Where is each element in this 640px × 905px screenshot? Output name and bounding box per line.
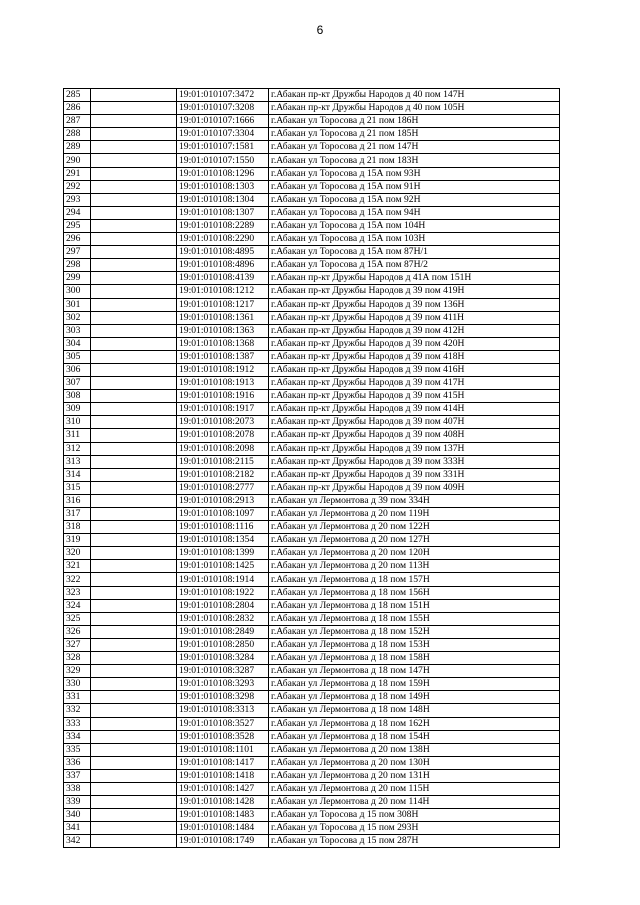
table-row <box>64 835 560 848</box>
empty-cell <box>91 560 177 573</box>
address-cell: г.Абакан пр-кт Дружбы Народов д 39 пом 412Н <box>269 324 560 337</box>
address-cell: г.Абакан пр-кт Дружбы Народов д 39 пом 331Н <box>269 468 560 481</box>
empty-cell <box>91 730 177 743</box>
table-row <box>64 534 560 547</box>
table-row <box>64 390 560 403</box>
table-row <box>64 717 560 730</box>
address-cell: г.Абакан ул Лермонтова д 18 пом 159Н <box>269 678 560 691</box>
address-cell: г.Абакан пр-кт Дружбы Народов д 39 пом 333Н <box>269 455 560 468</box>
row-number-cell: 309 <box>64 403 91 416</box>
address-cell: г.Абакан пр-кт Дружбы Народов д 39 пом 408Н <box>269 429 560 442</box>
row-number-cell: 312 <box>64 442 91 455</box>
row-number-cell: 286 <box>64 102 91 115</box>
address-cell: г.Абакан ул Торосова д 21 пом 185Н <box>269 128 560 141</box>
address-cell: г.Абакан ул Торосова д 15А пом 93Н <box>269 167 560 180</box>
address-cell: г.Абакан ул Лермонтова д 20 пом 119Н <box>269 508 560 521</box>
empty-cell <box>91 416 177 429</box>
empty-cell <box>91 521 177 534</box>
empty-cell <box>91 612 177 625</box>
empty-cell <box>91 272 177 285</box>
row-number-cell: 336 <box>64 756 91 769</box>
page-number: 6 <box>316 23 324 37</box>
address-cell: г.Абакан пр-кт Дружбы Народов д 39 пом 137Н <box>269 442 560 455</box>
table-row <box>64 743 560 756</box>
row-number-cell: 310 <box>64 416 91 429</box>
address-cell: г.Абакан ул Торосова д 15А пом 92Н <box>269 193 560 206</box>
cadastral-number-cell: 19:01:010108:1916 <box>177 390 269 403</box>
table-row <box>64 115 560 128</box>
row-number-cell: 311 <box>64 429 91 442</box>
cadastral-number-cell: 19:01:010108:1922 <box>177 586 269 599</box>
table-row <box>64 586 560 599</box>
empty-cell <box>91 128 177 141</box>
row-number-cell: 288 <box>64 128 91 141</box>
table-row <box>64 494 560 507</box>
address-cell: г.Абакан ул Лермонтова д 18 пом 153Н <box>269 638 560 651</box>
empty-cell <box>91 743 177 756</box>
empty-cell <box>91 442 177 455</box>
table-row <box>64 481 560 494</box>
cadastral-number-cell: 19:01:010108:3293 <box>177 678 269 691</box>
table-row <box>64 468 560 481</box>
row-number-cell: 318 <box>64 521 91 534</box>
cadastral-number-cell: 19:01:010107:3304 <box>177 128 269 141</box>
address-cell: г.Абакан пр-кт Дружбы Народов д 40 пом 147Н <box>269 89 560 102</box>
row-number-cell: 313 <box>64 455 91 468</box>
row-number-cell: 328 <box>64 652 91 665</box>
address-cell: г.Абакан пр-кт Дружбы Народов д 39 пом 409Н <box>269 481 560 494</box>
empty-cell <box>91 219 177 232</box>
address-cell: г.Абакан ул Лермонтова д 18 пом 151Н <box>269 599 560 612</box>
row-number-cell: 294 <box>64 206 91 219</box>
table-row <box>64 652 560 665</box>
cadastral-number-cell: 19:01:010108:2182 <box>177 468 269 481</box>
empty-cell <box>91 298 177 311</box>
cadastral-number-cell: 19:01:010107:1550 <box>177 154 269 167</box>
address-cell: г.Абакан пр-кт Дружбы Народов д 39 пом 416Н <box>269 363 560 376</box>
address-cell: г.Абакан пр-кт Дружбы Народов д 41А пом 151Н <box>269 272 560 285</box>
row-number-cell: 295 <box>64 219 91 232</box>
cadastral-number-cell: 19:01:010108:1913 <box>177 377 269 390</box>
table-row <box>64 521 560 534</box>
address-cell: г.Абакан ул Лермонтова д 20 пом 115Н <box>269 782 560 795</box>
empty-cell <box>91 390 177 403</box>
empty-cell <box>91 652 177 665</box>
empty-cell <box>91 678 177 691</box>
empty-cell <box>91 311 177 324</box>
table-row <box>64 324 560 337</box>
empty-cell <box>91 809 177 822</box>
cadastral-number-cell: 19:01:010108:3284 <box>177 652 269 665</box>
address-cell: г.Абакан ул Торосова д 15А пом 104Н <box>269 219 560 232</box>
cadastral-number-cell: 19:01:010108:1354 <box>177 534 269 547</box>
table-row <box>64 678 560 691</box>
cadastral-number-cell: 19:01:010108:1217 <box>177 298 269 311</box>
row-number-cell: 289 <box>64 141 91 154</box>
cadastral-number-cell: 19:01:010108:2115 <box>177 455 269 468</box>
table-row <box>64 403 560 416</box>
table-row <box>64 547 560 560</box>
empty-cell <box>91 782 177 795</box>
address-cell: г.Абакан пр-кт Дружбы Народов д 39 пом 407Н <box>269 416 560 429</box>
registry-body <box>64 89 560 848</box>
address-cell: г.Абакан пр-кт Дружбы Народов д 39 пом 420Н <box>269 337 560 350</box>
address-cell: г.Абакан ул Торосова д 15А пом 87Н/1 <box>269 246 560 259</box>
empty-cell <box>91 167 177 180</box>
table-row <box>64 769 560 782</box>
cadastral-number-cell: 19:01:010108:1307 <box>177 206 269 219</box>
empty-cell <box>91 350 177 363</box>
address-cell: г.Абакан ул Лермонтова д 20 пом 130Н <box>269 756 560 769</box>
empty-cell <box>91 206 177 219</box>
row-number-cell: 290 <box>64 154 91 167</box>
address-cell: г.Абакан ул Торосова д 15 пом 308Н <box>269 809 560 822</box>
empty-cell <box>91 246 177 259</box>
table-row <box>64 377 560 390</box>
address-cell: г.Абакан ул Торосова д 15А пом 103Н <box>269 233 560 246</box>
address-cell: г.Абакан ул Лермонтова д 20 пом 120Н <box>269 547 560 560</box>
row-number-cell: 338 <box>64 782 91 795</box>
empty-cell <box>91 115 177 128</box>
empty-cell <box>91 233 177 246</box>
table-row <box>64 141 560 154</box>
row-number-cell: 287 <box>64 115 91 128</box>
cadastral-number-cell: 19:01:010108:1428 <box>177 796 269 809</box>
table-row <box>64 337 560 350</box>
cadastral-number-cell: 19:01:010108:1427 <box>177 782 269 795</box>
row-number-cell: 296 <box>64 233 91 246</box>
row-number-cell: 298 <box>64 259 91 272</box>
row-number-cell: 314 <box>64 468 91 481</box>
cadastral-number-cell: 19:01:010108:2804 <box>177 599 269 612</box>
cadastral-number-cell: 19:01:010108:1749 <box>177 835 269 848</box>
table-row <box>64 612 560 625</box>
cadastral-number-cell: 19:01:010108:2777 <box>177 481 269 494</box>
table-row <box>64 233 560 246</box>
table-row <box>64 796 560 809</box>
address-cell: г.Абакан ул Торосова д 15 пом 293Н <box>269 822 560 835</box>
row-number-cell: 302 <box>64 311 91 324</box>
address-cell: г.Абакан пр-кт Дружбы Народов д 39 пом 419Н <box>269 285 560 298</box>
table-row <box>64 154 560 167</box>
address-cell: г.Абакан ул Лермонтова д 18 пом 158Н <box>269 652 560 665</box>
table-row <box>64 285 560 298</box>
table-row <box>64 625 560 638</box>
table-row <box>64 350 560 363</box>
table-row <box>64 246 560 259</box>
row-number-cell: 297 <box>64 246 91 259</box>
table-row <box>64 782 560 795</box>
row-number-cell: 339 <box>64 796 91 809</box>
cadastral-number-cell: 19:01:010108:3287 <box>177 665 269 678</box>
empty-cell <box>91 455 177 468</box>
empty-cell <box>91 835 177 848</box>
empty-cell <box>91 154 177 167</box>
empty-cell <box>91 691 177 704</box>
table-row <box>64 259 560 272</box>
table-row <box>64 822 560 835</box>
table-row <box>64 89 560 102</box>
row-number-cell: 342 <box>64 835 91 848</box>
cadastral-number-cell: 19:01:010108:3298 <box>177 691 269 704</box>
table-row <box>64 219 560 232</box>
table-row <box>64 508 560 521</box>
empty-cell <box>91 89 177 102</box>
empty-cell <box>91 363 177 376</box>
address-cell: г.Абакан ул Лермонтова д 39 пом 334Н <box>269 494 560 507</box>
row-number-cell: 337 <box>64 769 91 782</box>
cadastral-number-cell: 19:01:010108:3527 <box>177 717 269 730</box>
table-row <box>64 193 560 206</box>
address-cell: г.Абакан ул Лермонтова д 18 пом 148Н <box>269 704 560 717</box>
address-cell: г.Абакан ул Лермонтова д 18 пом 154Н <box>269 730 560 743</box>
row-number-cell: 330 <box>64 678 91 691</box>
address-cell: г.Абакан ул Лермонтова д 18 пом 149Н <box>269 691 560 704</box>
cadastral-number-cell: 19:01:010107:3208 <box>177 102 269 115</box>
cadastral-number-cell: 19:01:010108:1387 <box>177 350 269 363</box>
cadastral-number-cell: 19:01:010108:3528 <box>177 730 269 743</box>
cadastral-number-cell: 19:01:010108:2289 <box>177 219 269 232</box>
table-row <box>64 704 560 717</box>
table-row <box>64 455 560 468</box>
table-row <box>64 298 560 311</box>
row-number-cell: 316 <box>64 494 91 507</box>
empty-cell <box>91 494 177 507</box>
row-number-cell: 307 <box>64 377 91 390</box>
empty-cell <box>91 508 177 521</box>
empty-cell <box>91 468 177 481</box>
row-number-cell: 329 <box>64 665 91 678</box>
address-cell: г.Абакан ул Лермонтова д 18 пом 152Н <box>269 625 560 638</box>
empty-cell <box>91 193 177 206</box>
empty-cell <box>91 717 177 730</box>
table-row <box>64 128 560 141</box>
row-number-cell: 320 <box>64 547 91 560</box>
empty-cell <box>91 665 177 678</box>
address-cell: г.Абакан ул Торосова д 15 пом 287Н <box>269 835 560 848</box>
cadastral-number-cell: 19:01:010107:1666 <box>177 115 269 128</box>
cadastral-number-cell: 19:01:010107:1581 <box>177 141 269 154</box>
cadastral-number-cell: 19:01:010108:1917 <box>177 403 269 416</box>
address-cell: г.Абакан пр-кт Дружбы Народов д 39 пом 417Н <box>269 377 560 390</box>
table-row <box>64 311 560 324</box>
address-cell: г.Абакан ул Торосова д 15А пом 87Н/2 <box>269 259 560 272</box>
empty-cell <box>91 625 177 638</box>
row-number-cell: 325 <box>64 612 91 625</box>
cadastral-number-cell: 19:01:010108:1912 <box>177 363 269 376</box>
row-number-cell: 333 <box>64 717 91 730</box>
address-cell: г.Абакан ул Лермонтова д 20 пом 113Н <box>269 560 560 573</box>
empty-cell <box>91 599 177 612</box>
table-row <box>64 180 560 193</box>
address-cell: г.Абакан пр-кт Дружбы Народов д 39 пом 418Н <box>269 350 560 363</box>
empty-cell <box>91 534 177 547</box>
address-cell: г.Абакан пр-кт Дружбы Народов д 39 пом 136Н <box>269 298 560 311</box>
cadastral-number-cell: 19:01:010108:1417 <box>177 756 269 769</box>
row-number-cell: 285 <box>64 89 91 102</box>
row-number-cell: 331 <box>64 691 91 704</box>
row-number-cell: 332 <box>64 704 91 717</box>
empty-cell <box>91 180 177 193</box>
empty-cell <box>91 285 177 298</box>
cadastral-number-cell: 19:01:010108:4139 <box>177 272 269 285</box>
table-row <box>64 560 560 573</box>
row-number-cell: 319 <box>64 534 91 547</box>
empty-cell <box>91 337 177 350</box>
address-cell: г.Абакан ул Торосова д 15А пом 91Н <box>269 180 560 193</box>
address-cell: г.Абакан пр-кт Дружбы Народов д 39 пом 414Н <box>269 403 560 416</box>
table-row <box>64 272 560 285</box>
table-row <box>64 206 560 219</box>
cadastral-number-cell: 19:01:010108:1361 <box>177 311 269 324</box>
row-number-cell: 291 <box>64 167 91 180</box>
row-number-cell: 300 <box>64 285 91 298</box>
empty-cell <box>91 547 177 560</box>
table-row <box>64 416 560 429</box>
cadastral-number-cell: 19:01:010108:4896 <box>177 259 269 272</box>
empty-cell <box>91 377 177 390</box>
cadastral-number-cell: 19:01:010108:2832 <box>177 612 269 625</box>
cadastral-number-cell: 19:01:010108:1304 <box>177 193 269 206</box>
table-row <box>64 363 560 376</box>
cadastral-number-cell: 19:01:010108:1363 <box>177 324 269 337</box>
row-number-cell: 323 <box>64 586 91 599</box>
empty-cell <box>91 141 177 154</box>
empty-cell <box>91 429 177 442</box>
table-row <box>64 599 560 612</box>
row-number-cell: 299 <box>64 272 91 285</box>
cadastral-number-cell: 19:01:010108:1368 <box>177 337 269 350</box>
cadastral-number-cell: 19:01:010108:1484 <box>177 822 269 835</box>
row-number-cell: 340 <box>64 809 91 822</box>
cadastral-number-cell: 19:01:010108:1418 <box>177 769 269 782</box>
empty-cell <box>91 704 177 717</box>
address-cell: г.Абакан ул Лермонтова д 20 пом 138Н <box>269 743 560 756</box>
address-cell: г.Абакан пр-кт Дружбы Народов д 39 пом 415Н <box>269 390 560 403</box>
table-row <box>64 638 560 651</box>
row-number-cell: 293 <box>64 193 91 206</box>
address-cell: г.Абакан ул Лермонтова д 20 пом 131Н <box>269 769 560 782</box>
row-number-cell: 317 <box>64 508 91 521</box>
cadastral-number-cell: 19:01:010108:2073 <box>177 416 269 429</box>
table-row <box>64 429 560 442</box>
empty-cell <box>91 586 177 599</box>
empty-cell <box>91 573 177 586</box>
cadastral-number-cell: 19:01:010108:2913 <box>177 494 269 507</box>
empty-cell <box>91 822 177 835</box>
cadastral-number-cell: 19:01:010108:2098 <box>177 442 269 455</box>
cadastral-number-cell: 19:01:010108:1425 <box>177 560 269 573</box>
cadastral-number-cell: 19:01:010108:2849 <box>177 625 269 638</box>
row-number-cell: 326 <box>64 625 91 638</box>
cadastral-number-cell: 19:01:010108:1296 <box>177 167 269 180</box>
cadastral-number-cell: 19:01:010108:1101 <box>177 743 269 756</box>
empty-cell <box>91 481 177 494</box>
row-number-cell: 308 <box>64 390 91 403</box>
cadastral-number-cell: 19:01:010108:1116 <box>177 521 269 534</box>
table-row <box>64 809 560 822</box>
address-cell: г.Абакан ул Торосова д 21 пом 183Н <box>269 154 560 167</box>
cadastral-number-cell: 19:01:010108:2850 <box>177 638 269 651</box>
address-cell: г.Абакан пр-кт Дружбы Народов д 39 пом 411Н <box>269 311 560 324</box>
table-row <box>64 167 560 180</box>
row-number-cell: 292 <box>64 180 91 193</box>
address-cell: г.Абакан пр-кт Дружбы Народов д 40 пом 105Н <box>269 102 560 115</box>
table-row <box>64 730 560 743</box>
empty-cell <box>91 102 177 115</box>
address-cell: г.Абакан ул Лермонтова д 18 пом 157Н <box>269 573 560 586</box>
address-cell: г.Абакан ул Лермонтова д 18 пом 147Н <box>269 665 560 678</box>
address-cell: г.Абакан ул Лермонтова д 18 пом 155Н <box>269 612 560 625</box>
cadastral-number-cell: 19:01:010108:1212 <box>177 285 269 298</box>
row-number-cell: 305 <box>64 350 91 363</box>
cadastral-number-cell: 19:01:010108:1483 <box>177 809 269 822</box>
address-cell: г.Абакан ул Лермонтова д 18 пом 156Н <box>269 586 560 599</box>
cadastral-number-cell: 19:01:010108:1097 <box>177 508 269 521</box>
row-number-cell: 315 <box>64 481 91 494</box>
empty-cell <box>91 756 177 769</box>
row-number-cell: 304 <box>64 337 91 350</box>
table-row <box>64 756 560 769</box>
empty-cell <box>91 403 177 416</box>
row-number-cell: 303 <box>64 324 91 337</box>
empty-cell <box>91 638 177 651</box>
cadastral-number-cell: 19:01:010107:3472 <box>177 89 269 102</box>
cadastral-number-cell: 19:01:010108:1914 <box>177 573 269 586</box>
address-cell: г.Абакан ул Торосова д 21 пом 186Н <box>269 115 560 128</box>
address-cell: г.Абакан ул Торосова д 21 пом 147Н <box>269 141 560 154</box>
row-number-cell: 321 <box>64 560 91 573</box>
table-row <box>64 102 560 115</box>
address-cell: г.Абакан ул Лермонтова д 20 пом 122Н <box>269 521 560 534</box>
cadastral-number-cell: 19:01:010108:3313 <box>177 704 269 717</box>
table-row <box>64 573 560 586</box>
row-number-cell: 335 <box>64 743 91 756</box>
cadastral-number-cell: 19:01:010108:2290 <box>177 233 269 246</box>
address-cell: г.Абакан ул Лермонтова д 20 пом 114Н <box>269 796 560 809</box>
table-row <box>64 665 560 678</box>
cadastral-number-cell: 19:01:010108:1399 <box>177 547 269 560</box>
row-number-cell: 334 <box>64 730 91 743</box>
cadastral-number-cell: 19:01:010108:2078 <box>177 429 269 442</box>
table-row <box>64 442 560 455</box>
empty-cell <box>91 769 177 782</box>
cadastral-number-cell: 19:01:010108:4895 <box>177 246 269 259</box>
table-row <box>64 691 560 704</box>
address-cell: г.Абакан ул Торосова д 15А пом 94Н <box>269 206 560 219</box>
cadastral-number-cell: 19:01:010108:1303 <box>177 180 269 193</box>
row-number-cell: 306 <box>64 363 91 376</box>
empty-cell <box>91 796 177 809</box>
row-number-cell: 301 <box>64 298 91 311</box>
row-number-cell: 327 <box>64 638 91 651</box>
row-number-cell: 341 <box>64 822 91 835</box>
property-registry-table <box>63 88 560 848</box>
address-cell: г.Абакан ул Лермонтова д 18 пом 162Н <box>269 717 560 730</box>
empty-cell <box>91 324 177 337</box>
row-number-cell: 322 <box>64 573 91 586</box>
address-cell: г.Абакан ул Лермонтова д 20 пом 127Н <box>269 534 560 547</box>
row-number-cell: 324 <box>64 599 91 612</box>
empty-cell <box>91 259 177 272</box>
